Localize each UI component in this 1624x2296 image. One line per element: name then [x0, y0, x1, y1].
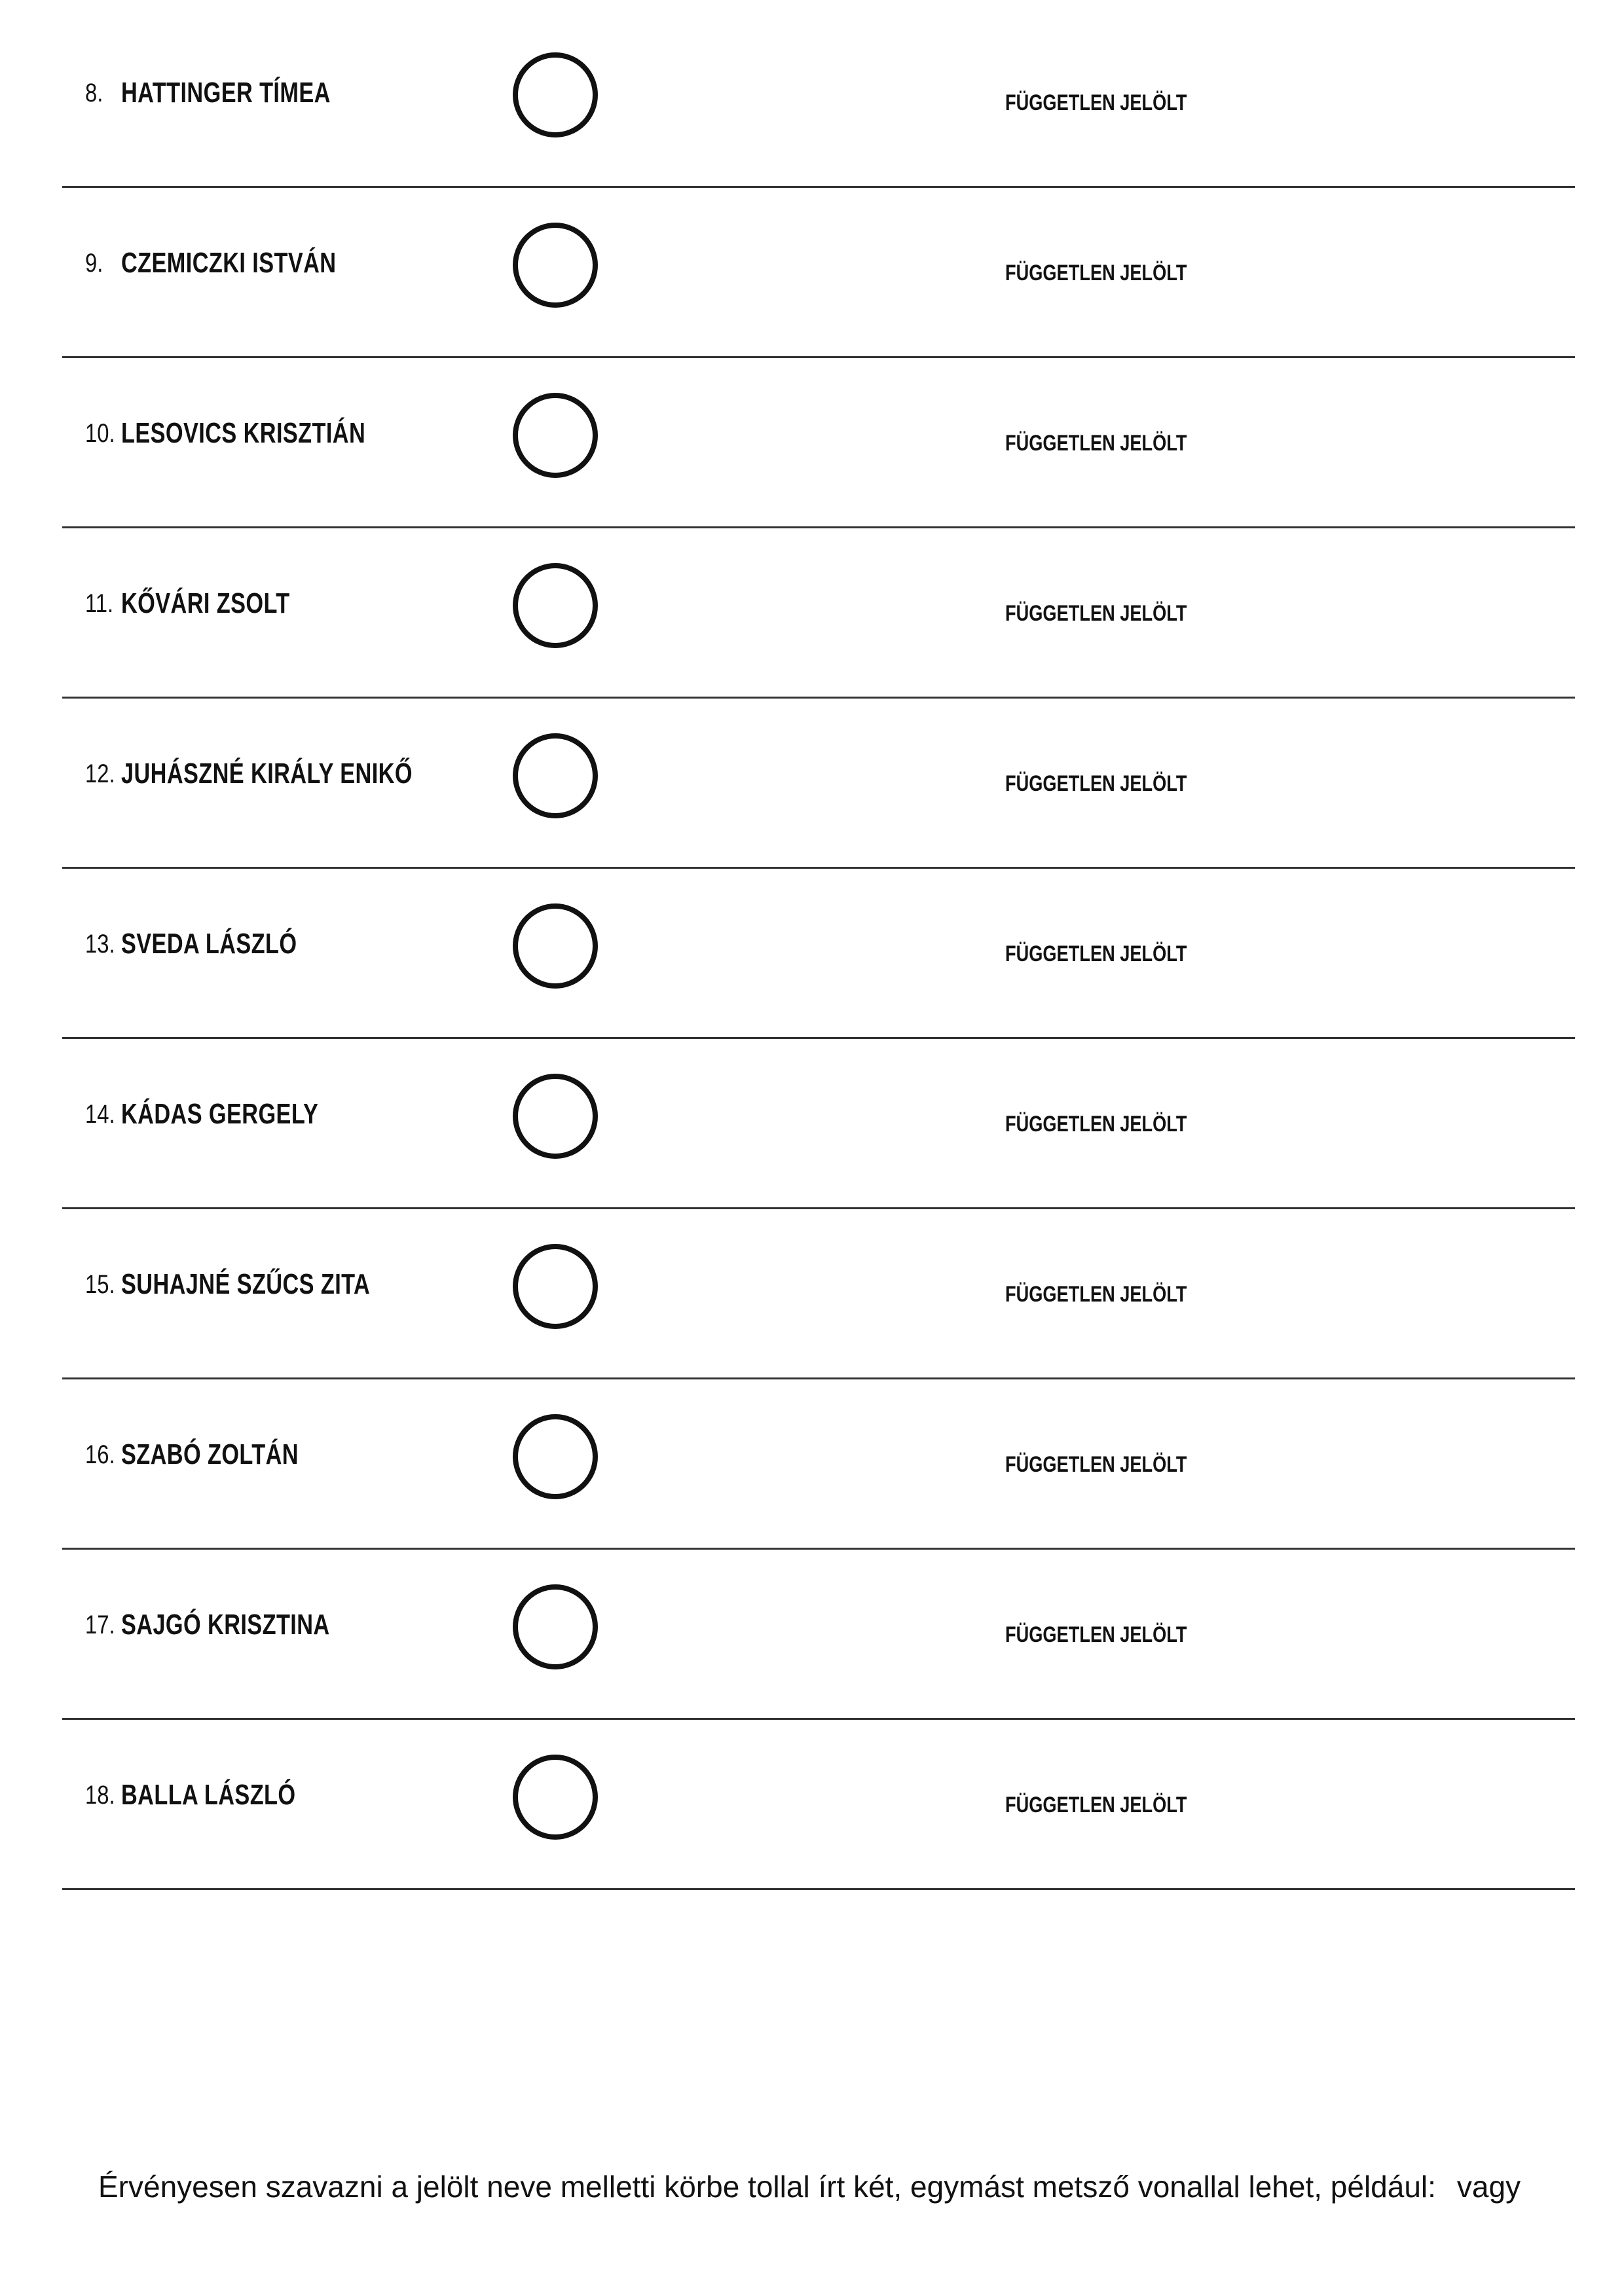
vote-circle[interactable]: [513, 733, 598, 818]
instruction-text: Érvényesen szavazni a jelölt neve melletti körbe tollal írt két, egymást metsző vonallal lehet, például:: [98, 2170, 1436, 2204]
candidate-number: 16.: [85, 1440, 115, 1469]
voting-instruction: [98, 2160, 1539, 2213]
candidate-name: SVEDA LÁSZLÓ: [121, 928, 297, 960]
candidate-number: 9.: [85, 249, 103, 278]
candidate-number: 10.: [85, 419, 115, 448]
candidate-party: FÜGGETLEN JELÖLT: [1005, 1622, 1187, 1647]
vote-circle[interactable]: [513, 1755, 598, 1840]
vote-circle[interactable]: [513, 393, 598, 478]
candidate-row-9: [62, 185, 1575, 358]
candidate-name: SUHAJNÉ SZŰCS ZITA: [121, 1268, 371, 1300]
candidate-party: FÜGGETLEN JELÖLT: [1005, 941, 1187, 966]
candidate-name: SZABÓ ZOLTÁN: [121, 1438, 299, 1470]
candidate-number: 15.: [85, 1270, 115, 1299]
candidate-row-10: [62, 355, 1575, 528]
vote-circle[interactable]: [513, 52, 598, 137]
candidate-row-11: [62, 525, 1575, 699]
candidate-party: FÜGGETLEN JELÖLT: [1005, 1282, 1187, 1307]
candidate-row-8: [62, 14, 1575, 188]
vote-circle[interactable]: [513, 903, 598, 989]
candidate-number: 12.: [85, 759, 115, 788]
candidate-number: 11.: [85, 589, 114, 618]
candidate-name: BALLA LÁSZLÓ: [121, 1779, 296, 1811]
candidate-row-18: [62, 1717, 1575, 1890]
vote-circle[interactable]: [513, 223, 598, 308]
candidate-row-12: [62, 695, 1575, 869]
candidate-party: FÜGGETLEN JELÖLT: [1005, 601, 1187, 626]
vote-circle[interactable]: [513, 563, 598, 648]
candidate-name: KÁDAS GERGELY: [121, 1098, 319, 1130]
candidate-row-13: [62, 866, 1575, 1039]
candidate-name: HATTINGER TÍMEA: [121, 77, 331, 109]
candidate-number: 8.: [85, 79, 103, 107]
candidate-row-14: [62, 1036, 1575, 1209]
vote-circle[interactable]: [513, 1414, 598, 1499]
candidate-name: KŐVÁRI ZSOLT: [121, 587, 290, 619]
candidate-row-16: [62, 1376, 1575, 1550]
candidate-number: 17.: [85, 1611, 115, 1639]
vote-circle[interactable]: [513, 1244, 598, 1329]
candidate-row-17: [62, 1546, 1575, 1720]
candidate-number: 13.: [85, 930, 115, 958]
candidate-party: FÜGGETLEN JELÖLT: [1005, 771, 1187, 796]
candidate-name: LESOVICS KRISZTIÁN: [121, 417, 366, 449]
vote-circle[interactable]: [513, 1584, 598, 1669]
or-word: vagy: [1456, 2170, 1521, 2204]
vote-circle[interactable]: [513, 1074, 598, 1159]
candidate-party: FÜGGETLEN JELÖLT: [1005, 1112, 1187, 1137]
candidate-name: CZEMICZKI ISTVÁN: [121, 247, 337, 279]
candidate-party: FÜGGETLEN JELÖLT: [1005, 1452, 1187, 1477]
candidate-number: 18.: [85, 1781, 115, 1810]
candidate-number: 14.: [85, 1100, 115, 1129]
candidate-party: FÜGGETLEN JELÖLT: [1005, 261, 1187, 285]
candidate-party: FÜGGETLEN JELÖLT: [1005, 90, 1187, 115]
candidate-party: FÜGGETLEN JELÖLT: [1005, 431, 1187, 456]
candidate-name: SAJGÓ KRISZTINA: [121, 1609, 330, 1641]
candidate-name: JUHÁSZNÉ KIRÁLY ENIKŐ: [121, 757, 413, 790]
candidate-party: FÜGGETLEN JELÖLT: [1005, 1793, 1187, 1817]
candidate-row-15: [62, 1206, 1575, 1379]
